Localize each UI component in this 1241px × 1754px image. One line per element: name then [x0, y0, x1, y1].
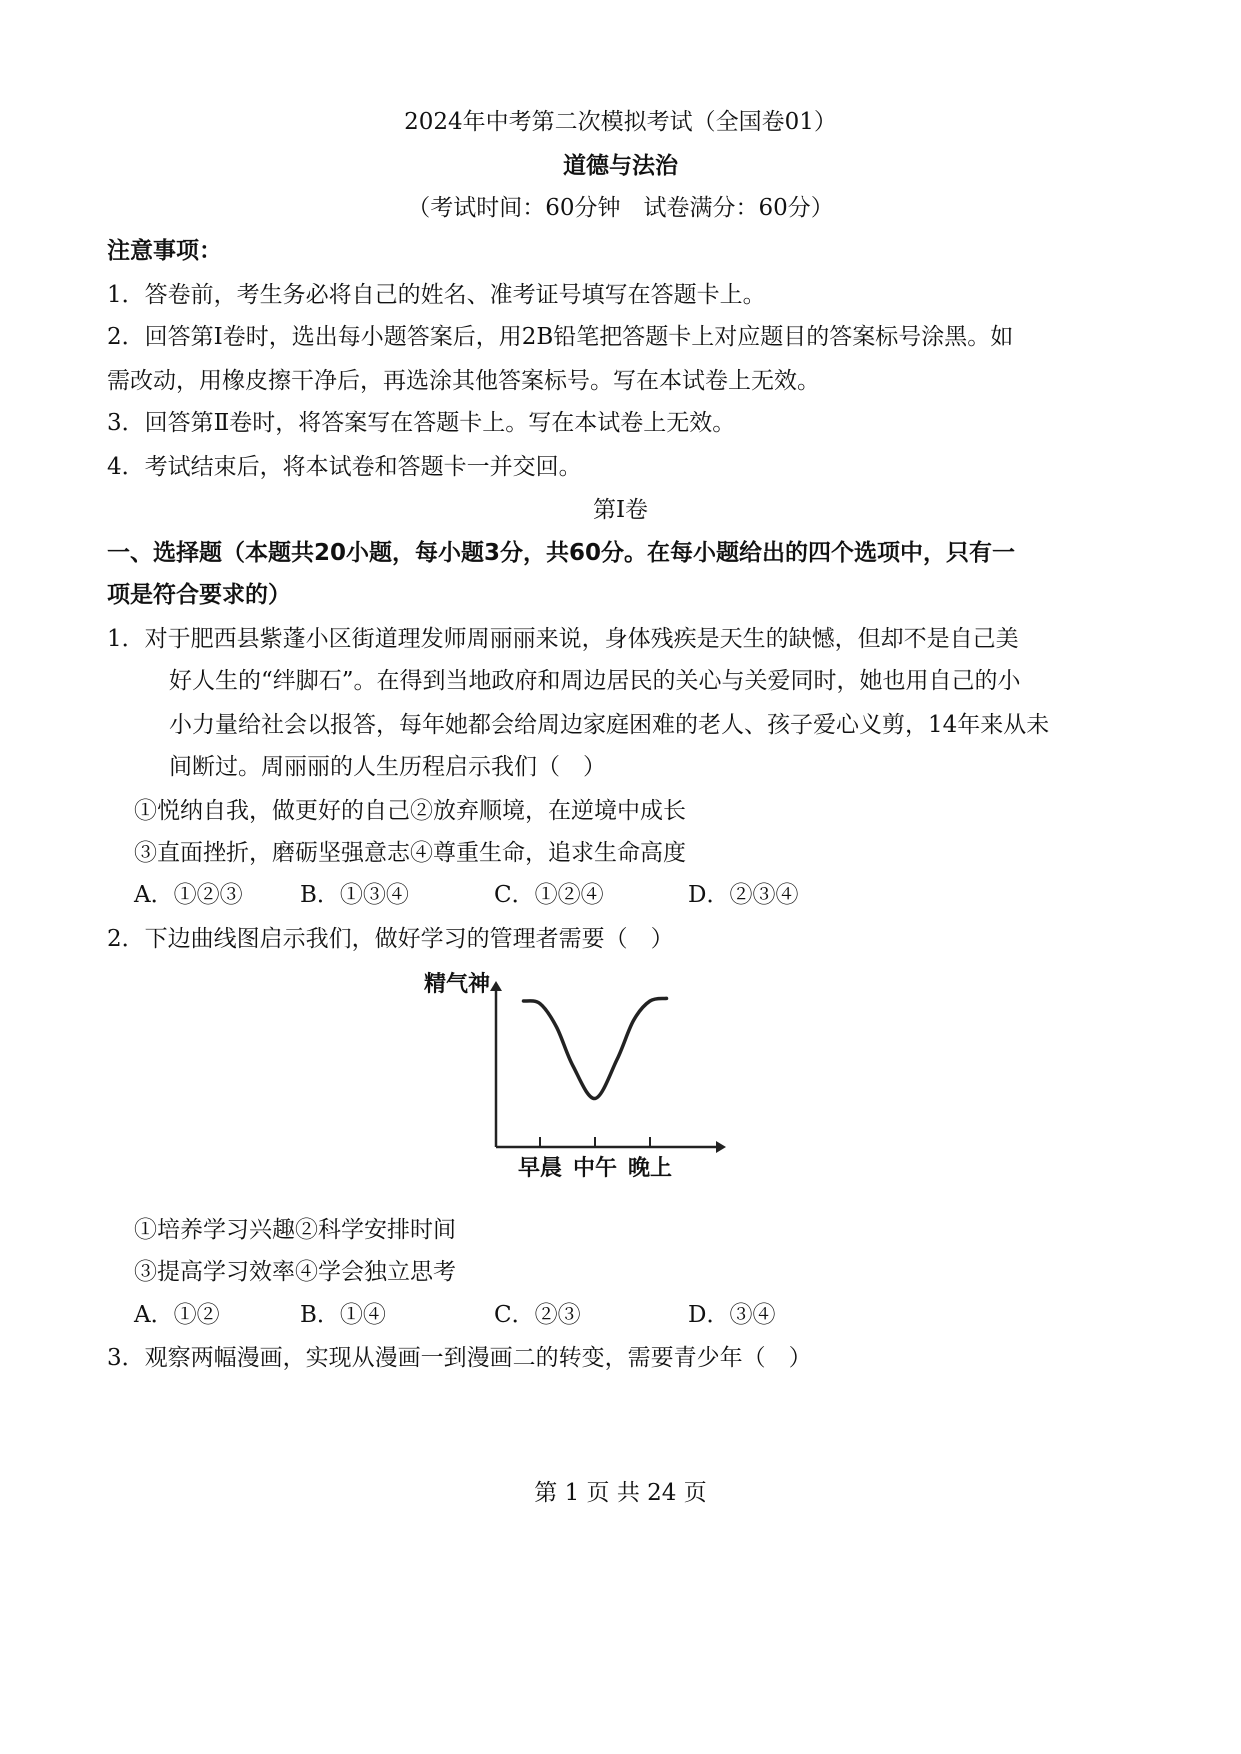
- question-2-option-d[interactable]: D．③④: [688, 1302, 776, 1328]
- question-2-option-b[interactable]: B．①④: [300, 1302, 386, 1328]
- notice-item: 2．回答第Ⅰ卷时，选出每小题答案后，用2B铅笔把答题卡上对应题目的答案标号涂黑。如: [107, 324, 1014, 350]
- x-tick-label: 早晨: [517, 1156, 563, 1181]
- question-1-statement: ①悦纳自我，做更好的自己②放弃顺境，在逆境中成长: [134, 798, 686, 824]
- question-1-option-c[interactable]: C．①②④: [494, 882, 604, 908]
- question-1-text: 小力量给社会以报答，每年她都会给周边家庭困难的老人、孩子爱心义剪，14年来从未: [169, 712, 1050, 738]
- question-1-text: 好人生的“绊脚石”。在得到当地政府和周边居民的关心与关爱同时，她也用自己的小: [169, 668, 1021, 694]
- question-1-statement: ③直面挫折，磨砺坚强意志④尊重生命，追求生命高度: [134, 840, 686, 866]
- y-axis-arrow: [490, 981, 502, 991]
- question-1-text: 1．对于肥西县紫蓬小区街道理发师周丽丽来说，身体残疾是天生的缺憾，但却不是自己美: [107, 626, 1019, 652]
- notice-heading: 注意事项：: [107, 238, 222, 264]
- question-1-text: 间断过。周丽丽的人生历程启示我们（ ）: [169, 754, 606, 780]
- notice-item: 4．考试结束后，将本试卷和答题卡一并交回。: [107, 454, 582, 480]
- y-axis-label: 精气神: [424, 972, 491, 997]
- exam-info: （考试时间：60分钟 试卷满分：60分）: [407, 195, 834, 221]
- notice-item: 需改动，用橡皮擦干净后，再选涂其他答案标号。写在本试卷上无效。: [107, 368, 820, 394]
- question-3-text: 3．观察两幅漫画，实现从漫画一到漫画二的转变，需要青少年（ ）: [107, 1345, 812, 1371]
- section-heading: 一、选择题（本题共20小题，每小题3分，共60分。在每小题给出的四个选项中，只有一: [107, 540, 1016, 566]
- notice-item: 1．答卷前，考生务必将自己的姓名、准考证号填写在答题卡上。: [107, 282, 766, 308]
- subject-title: 道德与法治: [563, 153, 678, 179]
- question-1-option-d[interactable]: D．②③④: [688, 882, 799, 908]
- question-2-statement: ①培养学习兴趣②科学安排时间: [134, 1217, 456, 1243]
- x-axis-arrow: [716, 1141, 726, 1153]
- x-tick-label: 中午: [572, 1156, 618, 1181]
- energy-series-line: [524, 998, 667, 1098]
- notice-item: 3．回答第Ⅱ卷时，将答案写在答题卡上。写在本试卷上无效。: [107, 410, 736, 436]
- question-2-option-a[interactable]: A．①②: [134, 1302, 220, 1328]
- question-2-option-c[interactable]: C．②③: [494, 1302, 581, 1328]
- energy-curve-chart: [420, 965, 740, 1190]
- question-1-option-a[interactable]: A．①②③: [134, 882, 243, 908]
- volume-title: 第Ⅰ卷: [592, 497, 649, 523]
- page-number: 第 1 页 共 24 页: [534, 1480, 707, 1506]
- exam-title: 2024年中考第二次模拟考试（全国卷01）: [404, 109, 837, 135]
- section-heading-cont: 项是符合要求的）: [107, 582, 291, 608]
- question-2-text: 2．下边曲线图启示我们，做好学习的管理者需要（ ）: [107, 926, 674, 952]
- question-2-statement: ③提高学习效率④学会独立思考: [134, 1259, 456, 1285]
- x-tick-label: 晚上: [627, 1156, 673, 1181]
- question-1-option-b[interactable]: B．①③④: [300, 882, 409, 908]
